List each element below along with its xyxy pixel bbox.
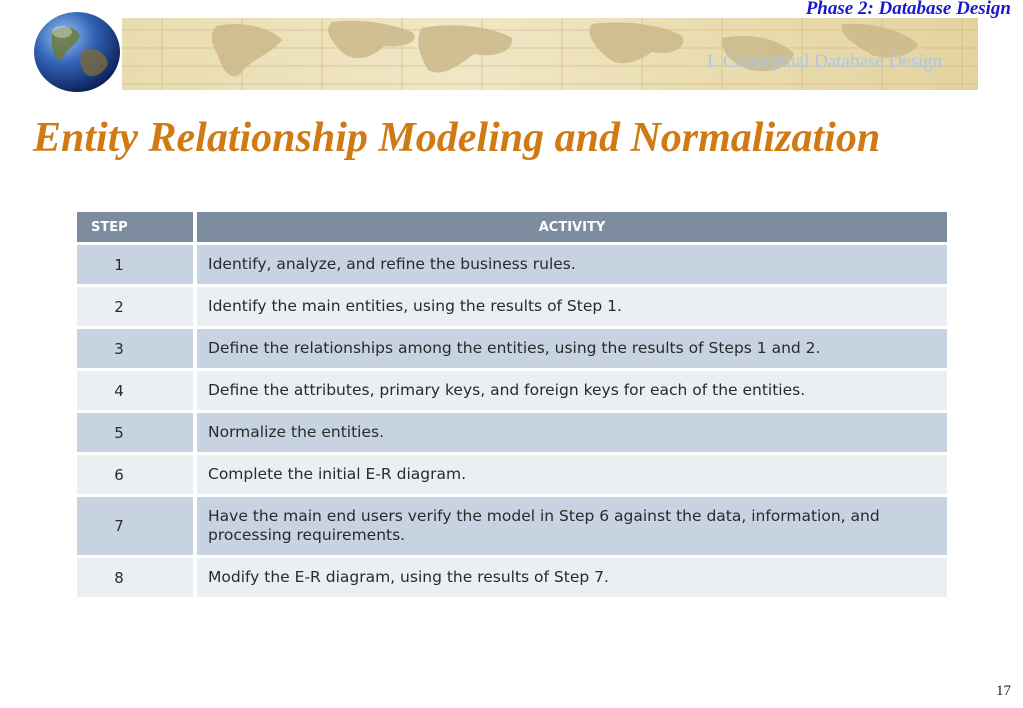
step-number: 2	[77, 287, 197, 326]
step-number: 4	[77, 371, 197, 410]
table-row	[77, 497, 947, 558]
step-activity: Identify, analyze, and refine the business rules.	[208, 255, 576, 273]
table-row	[77, 287, 947, 329]
page-title: Entity Relationship Modeling and Normalization	[33, 115, 881, 161]
column-header-activity: ACTIVITY	[538, 219, 606, 235]
table-row	[77, 558, 947, 600]
step-activity: Modify the E-R diagram, using the results of Step 7.	[208, 568, 609, 586]
step-activity: Define the relationships among the entities, using the results of Steps 1 and 2.	[208, 339, 821, 357]
table-row	[77, 245, 947, 287]
step-activity: Complete the initial E-R diagram.	[208, 465, 467, 483]
step-number: 8	[77, 558, 197, 597]
world-map-banner	[122, 18, 978, 90]
page-number: 17	[996, 683, 1011, 699]
step-number: 6	[77, 455, 197, 494]
step-activity: Define the attributes, primary keys, and foreign keys for each of the entities.	[208, 381, 806, 399]
table-row	[77, 455, 947, 497]
table-row	[77, 413, 947, 455]
table-header-row	[77, 212, 947, 245]
step-number: 1	[77, 245, 197, 284]
phase-heading: Phase 2: Database Design	[805, 0, 1011, 19]
step-number: 7	[77, 497, 197, 555]
globe-icon	[32, 10, 122, 94]
table-row	[77, 371, 947, 413]
step-number: 3	[77, 329, 197, 368]
column-header-step: STEP	[77, 212, 197, 242]
steps-table	[77, 212, 947, 600]
step-activity: Normalize the entities.	[208, 423, 385, 441]
step-number: 5	[77, 413, 197, 452]
step-activity: Have the main end users verify the model in Step 6 against the data, information, and processing requirements.	[208, 507, 880, 544]
step-activity: Identify the main entities, using the results of Step 1.	[208, 297, 622, 315]
section-subtitle: I. Conceptual Database Design	[707, 51, 943, 72]
table-row	[77, 329, 947, 371]
